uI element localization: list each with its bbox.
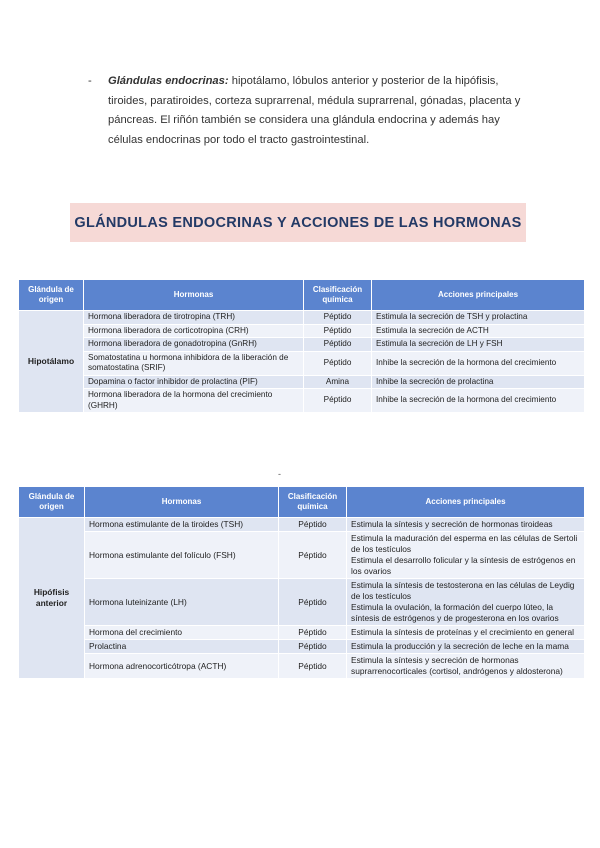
classification-cell: Péptido (279, 640, 347, 654)
action-cell: Estimula la síntesis de testosterona en las células de Leydig de los testículos Estimula la ovulación, la formación del cuerpo lúteo, la síntesis de estrógenos y de progesterona en los ovarios (347, 579, 585, 626)
table-row (19, 351, 585, 375)
hormone-cell: Somatostatina u hormona inhibidora de la liberación de somatostatina (SRIF) (84, 351, 304, 375)
table-row (19, 626, 585, 640)
header-actions: Acciones principales (372, 280, 585, 311)
hormone-cell: Hormona liberadora de la hormona del crecimiento (GHRH) (84, 389, 304, 413)
hormone-cell: Dopamina o factor inhibidor de prolactina (PIF) (84, 375, 304, 389)
table-header-row (19, 280, 585, 311)
hormone-cell: Hormona luteinizante (LH) (85, 579, 279, 626)
table-header-row (19, 487, 585, 518)
table-row (19, 375, 585, 389)
anterior-pituitary-table (18, 486, 585, 679)
classification-cell: Péptido (304, 338, 372, 352)
bullet-body: hipotálamo, lóbulos anterior y posterior de la hipófisis, tiroides, paratiroides, corteza suprarrenal, médula suprarrenal, gónadas, placenta y páncreas. El riñón también se considera una glándula endocrina y además hay células endocrinas por todo el tracto gastrointestinal. (108, 75, 521, 146)
action-cell: Inhibe la secreción de la hormona del crecimiento (372, 389, 585, 413)
hormone-cell: Hormona adrenocorticótropa (ACTH) (85, 654, 279, 679)
action-cell: Inhibe la secreción de la hormona del crecimiento (372, 351, 585, 375)
hormone-cell: Hormona estimulante de la tiroides (TSH) (85, 518, 279, 532)
action-cell: Inhibe la secreción de prolactina (372, 375, 585, 389)
section-heading: GLÁNDULAS ENDOCRINAS Y ACCIONES DE LAS HORMONAS (74, 214, 522, 231)
action-cell: Estimula la secreción de TSH y prolactina (372, 311, 585, 325)
section-heading-box (70, 203, 526, 242)
hypothalamus-table (18, 279, 585, 413)
hormone-cell: Hormona liberadora de corticotropina (CRH) (84, 324, 304, 338)
action-cell: Estimula la producción y la secreción de leche en la mama (347, 640, 585, 654)
header-hormones: Hormonas (84, 280, 304, 311)
action-cell: Estimula la síntesis y secreción de hormonas suprarrenocorticales (cortisol, andrógenos y aldosterona) (347, 654, 585, 679)
header-actions: Acciones principales (347, 487, 585, 518)
classification-cell: Amina (304, 375, 372, 389)
action-cell: Estimula la síntesis y secreción de hormonas tiroideas (347, 518, 585, 532)
bullet-text (108, 72, 528, 150)
classification-cell: Péptido (279, 579, 347, 626)
gland-cell: Hipotálamo (19, 311, 84, 413)
classification-cell: Péptido (304, 311, 372, 325)
table-row (19, 654, 585, 679)
action-cell: Estimula la síntesis de proteínas y el crecimiento en general (347, 626, 585, 640)
bullet-term: Glándulas endocrinas: (108, 75, 229, 87)
table-row (19, 532, 585, 579)
separator-mark: - (278, 469, 281, 479)
bullet-dash: - (88, 75, 92, 87)
classification-cell: Péptido (304, 324, 372, 338)
action-cell: Estimula la secreción de LH y FSH (372, 338, 585, 352)
table-row (19, 579, 585, 626)
header-classification: Clasificación química (304, 280, 372, 311)
header-gland: Glándula de origen (19, 280, 84, 311)
gland-cell: Hipófisis anterior (19, 518, 85, 679)
table-row (19, 640, 585, 654)
bullet-paragraph (88, 72, 528, 150)
hormone-cell: Hormona liberadora de tirotropina (TRH) (84, 311, 304, 325)
classification-cell: Péptido (279, 532, 347, 579)
table-row (19, 324, 585, 338)
header-hormones: Hormonas (85, 487, 279, 518)
table-row (19, 338, 585, 352)
table-row (19, 389, 585, 413)
action-cell: Estimula la secreción de ACTH (372, 324, 585, 338)
table-row (19, 518, 585, 532)
classification-cell: Péptido (304, 351, 372, 375)
table-row (19, 311, 585, 325)
action-cell: Estimula la maduración del esperma en las células de Sertoli de los testículos Estimula el desarrollo folicular y la síntesis de estrógenos en los ovarios (347, 532, 585, 579)
hormone-cell: Prolactina (85, 640, 279, 654)
hormone-cell: Hormona del crecimiento (85, 626, 279, 640)
classification-cell: Péptido (279, 626, 347, 640)
classification-cell: Péptido (279, 518, 347, 532)
classification-cell: Péptido (304, 389, 372, 413)
header-classification: Clasificación química (279, 487, 347, 518)
hormone-cell: Hormona estimulante del folículo (FSH) (85, 532, 279, 579)
classification-cell: Péptido (279, 654, 347, 679)
hormone-cell: Hormona liberadora de gonadotropina (GnRH) (84, 338, 304, 352)
header-gland: Glándula de origen (19, 487, 85, 518)
